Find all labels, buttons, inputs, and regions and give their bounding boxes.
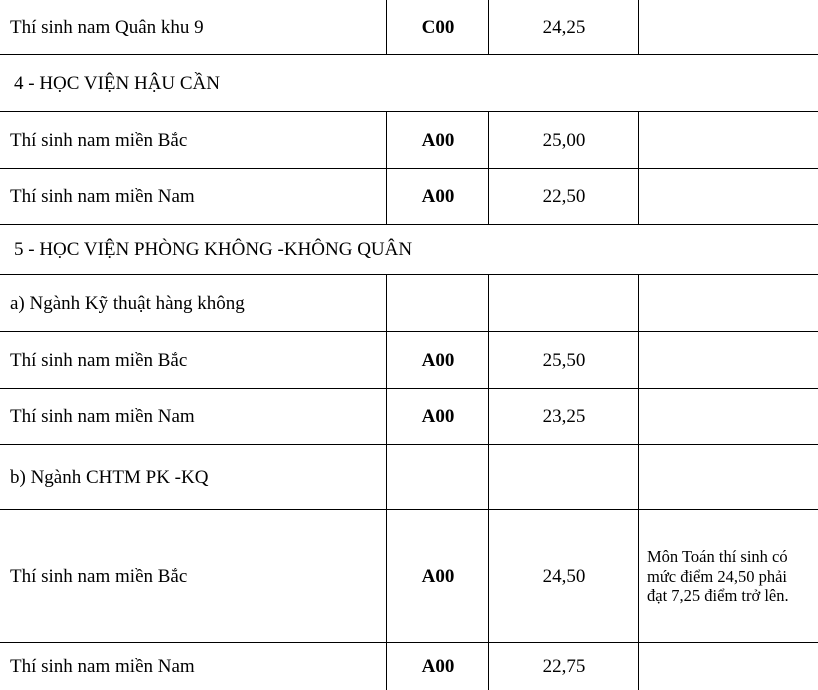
row-combo: A00	[421, 186, 455, 208]
column-divider	[638, 0, 639, 55]
row-score: 24,50	[542, 565, 586, 587]
section-title: 5 - HỌC VIỆN PHÒNG KHÔNG -KHÔNG QUÂN	[14, 239, 413, 261]
row-combo: A00	[421, 565, 455, 587]
row-score: 22,50	[542, 186, 586, 208]
row-name: Thí sinh nam miền Nam	[10, 655, 195, 677]
row-score: 25,00	[542, 129, 586, 151]
subsection-row	[0, 275, 818, 332]
row-name: Thí sinh nam miền Nam	[10, 406, 195, 428]
column-divider	[488, 0, 489, 55]
column-divider	[638, 169, 639, 225]
column-divider	[638, 445, 639, 510]
row-score: 23,25	[542, 406, 586, 428]
column-divider	[638, 510, 639, 643]
row-combo	[387, 445, 489, 510]
column-divider	[488, 112, 489, 169]
row-note	[639, 0, 818, 55]
column-divider	[638, 643, 639, 690]
table-row	[0, 510, 818, 643]
row-name: Thí sinh nam Quân khu 9	[10, 16, 204, 38]
table-row	[0, 0, 818, 55]
column-divider	[386, 275, 387, 332]
row-combo: A00	[421, 655, 455, 677]
row-note	[639, 445, 818, 510]
row-note	[639, 112, 818, 169]
row-score	[489, 275, 639, 332]
table-row	[0, 169, 818, 225]
row-note	[639, 389, 818, 445]
table-row	[0, 643, 818, 690]
row-name: Thí sinh nam miền Bắc	[10, 565, 188, 587]
column-divider	[638, 389, 639, 445]
row-name: Thí sinh nam miền Nam	[10, 186, 195, 208]
column-divider	[488, 389, 489, 445]
row-note	[639, 169, 818, 225]
row-note	[639, 275, 818, 332]
column-divider	[386, 445, 387, 510]
table-row	[0, 112, 818, 169]
column-divider	[638, 275, 639, 332]
row-score: 25,50	[542, 349, 586, 371]
section-title: 4 - HỌC VIỆN HẬU CẦN	[14, 72, 221, 94]
subsection-title: b) Ngành CHTM PK -KQ	[10, 466, 209, 488]
section-row	[0, 55, 818, 112]
column-divider	[386, 510, 387, 643]
row-combo: C00	[421, 16, 455, 38]
row-name: Thí sinh nam miền Bắc	[10, 129, 188, 151]
row-combo	[387, 275, 489, 332]
row-note	[639, 643, 818, 690]
column-divider	[488, 332, 489, 389]
column-divider	[386, 643, 387, 690]
section-row	[0, 225, 818, 275]
column-divider	[386, 169, 387, 225]
column-divider	[386, 112, 387, 169]
column-divider	[488, 510, 489, 643]
row-score: 22,75	[542, 655, 586, 677]
column-divider	[488, 445, 489, 510]
column-divider	[386, 0, 387, 55]
row-combo: A00	[421, 349, 455, 371]
column-divider	[638, 332, 639, 389]
column-divider	[386, 332, 387, 389]
row-note: Môn Toán thí sinh có mức điểm 24,50 phải đạt 7,25 điểm trở lên.	[647, 546, 789, 606]
row-score: 24,25	[542, 16, 586, 38]
column-divider	[638, 112, 639, 169]
column-divider	[386, 389, 387, 445]
table-row	[0, 332, 818, 389]
row-score	[489, 445, 639, 510]
row-note	[639, 332, 818, 389]
subsection-row	[0, 445, 818, 510]
column-divider	[488, 643, 489, 690]
column-divider	[488, 169, 489, 225]
row-name: Thí sinh nam miền Bắc	[10, 349, 188, 371]
column-divider	[488, 275, 489, 332]
subsection-title: a) Ngành Kỹ thuật hàng không	[10, 292, 245, 314]
row-combo: A00	[421, 406, 455, 428]
table-row	[0, 389, 818, 445]
row-combo: A00	[421, 129, 455, 151]
